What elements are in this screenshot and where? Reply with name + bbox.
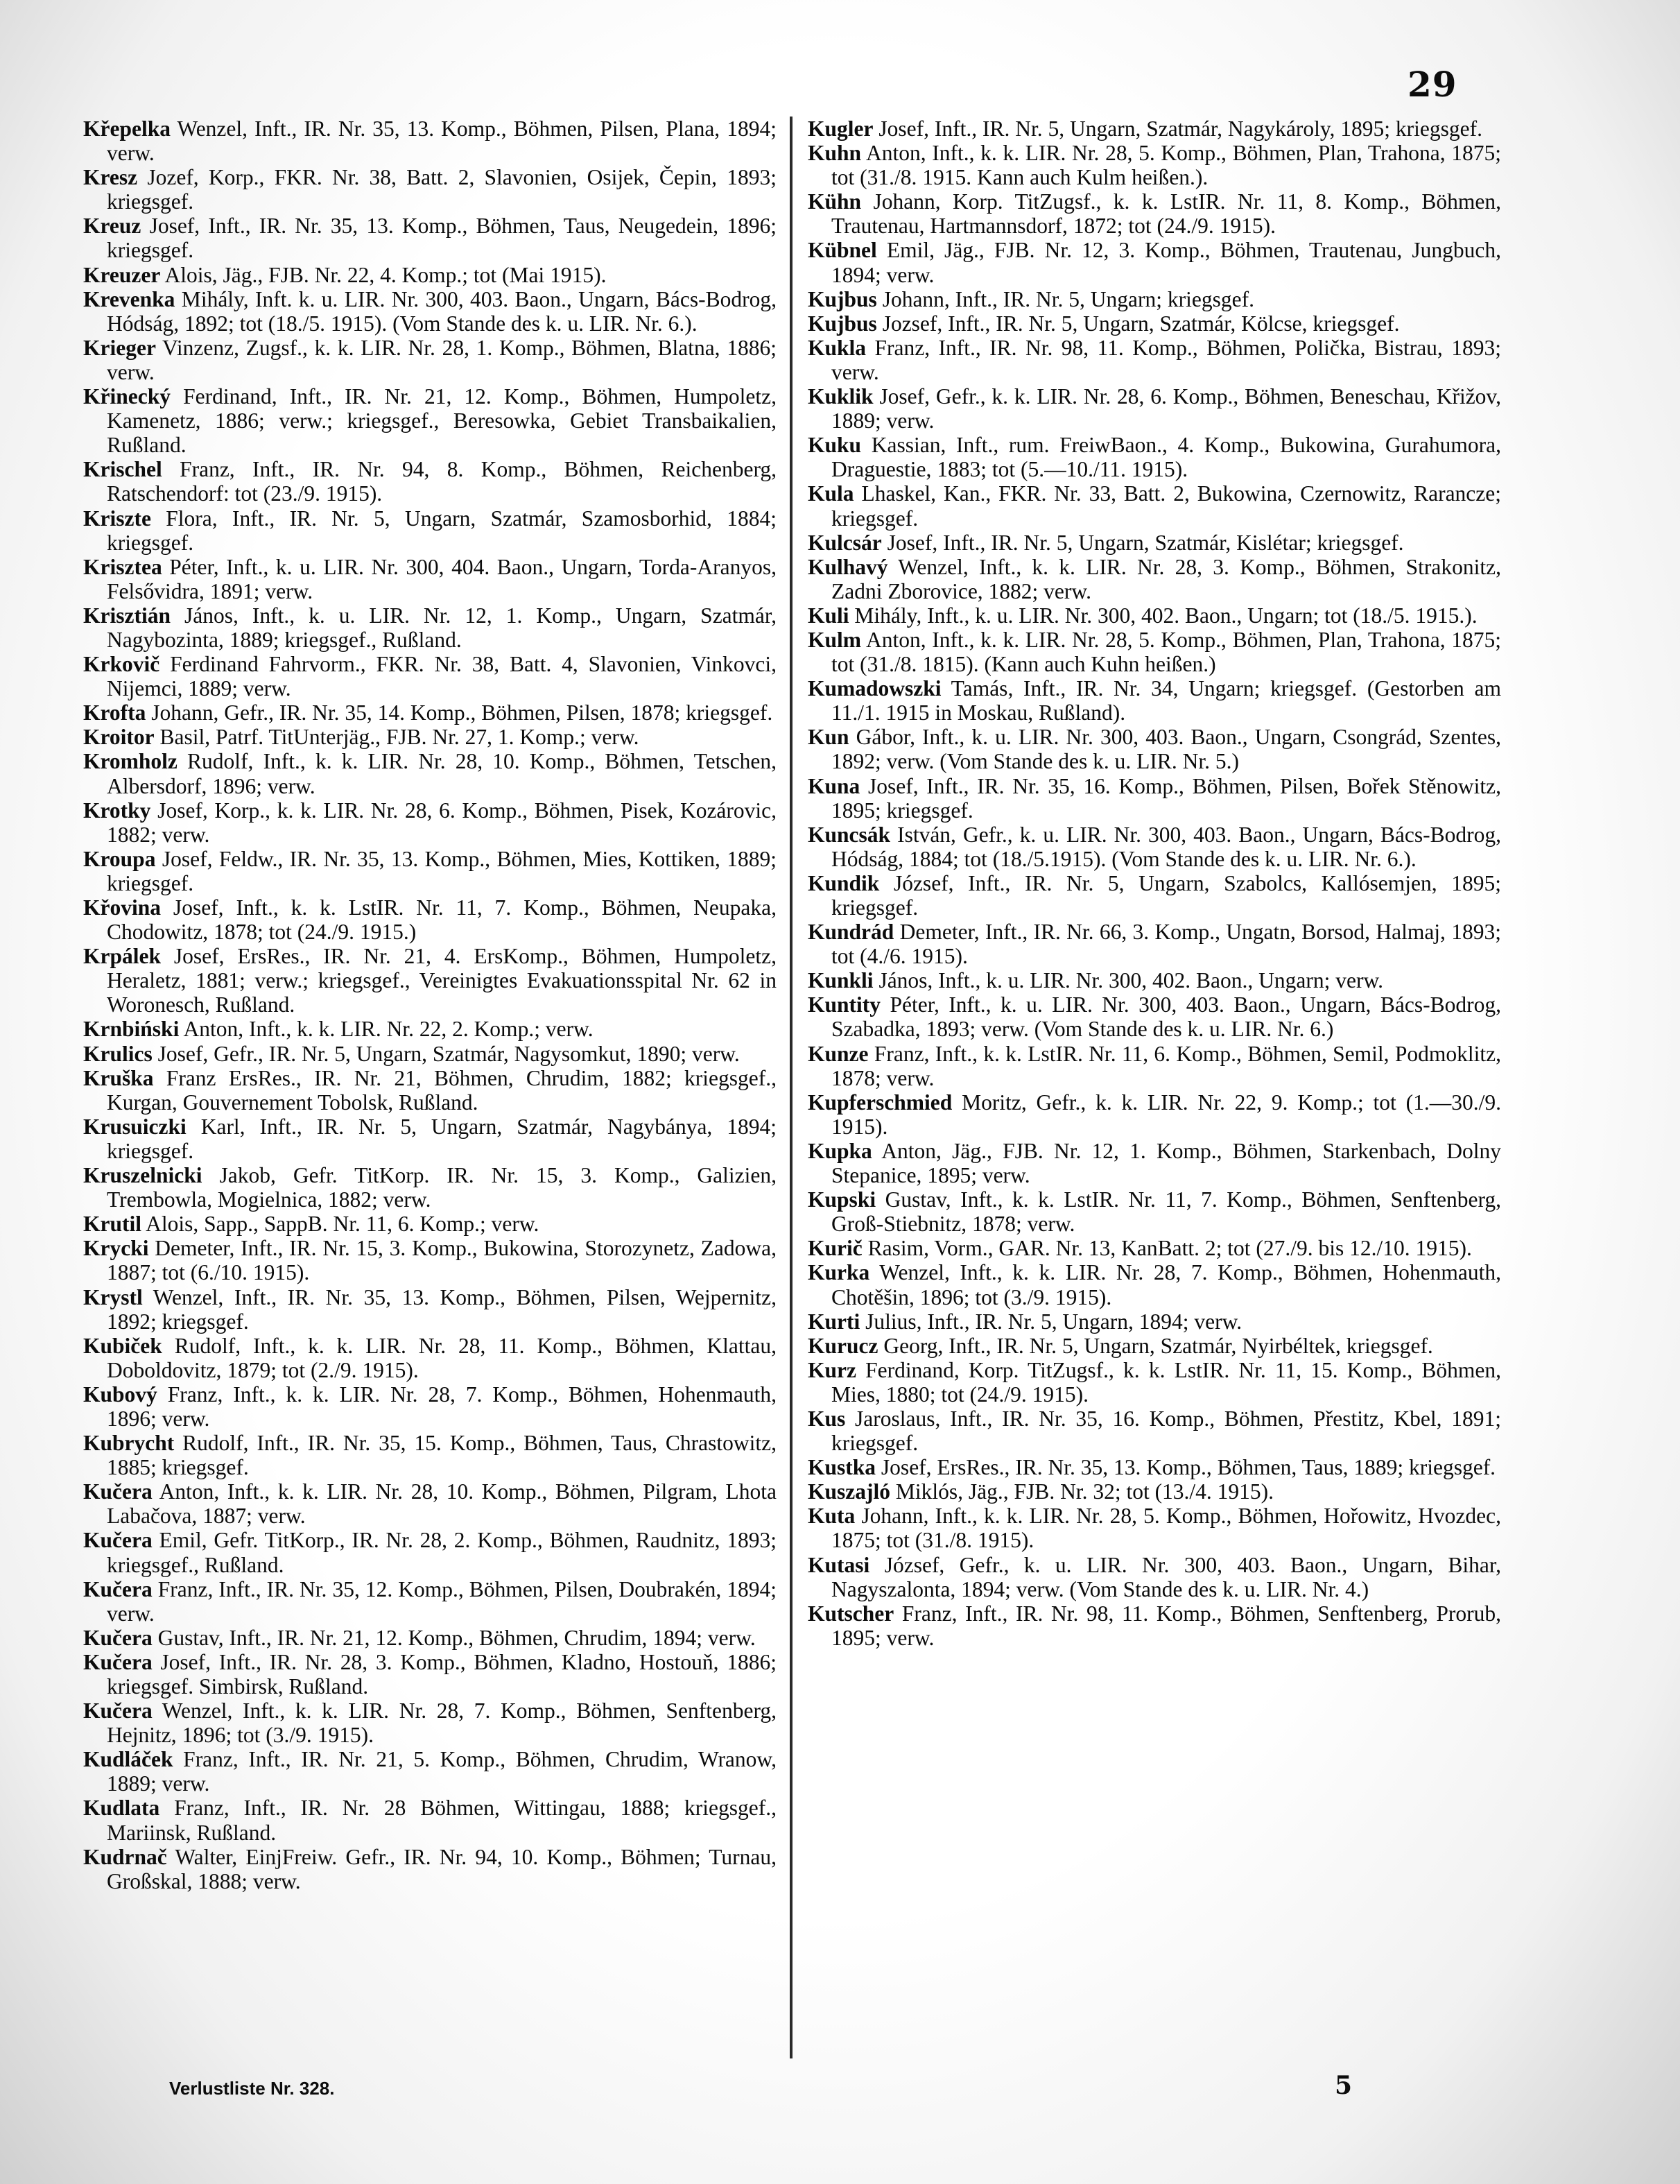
entry-surname: Krisztea (83, 554, 162, 579)
list-entry (83, 214, 777, 262)
list-entry (808, 1309, 1501, 1334)
entry-surname: Kukla (808, 335, 867, 360)
entry-surname: Krnbiński (83, 1017, 180, 1042)
entry-surname: Kriszte (83, 506, 151, 531)
entry-details: Georg, Inft., IR. Nr. 5, Ungarn, Szatmár, Nyirbéltek, kriegsgef. (878, 1333, 1433, 1358)
list-entry (808, 1090, 1501, 1139)
list-entry (808, 1334, 1501, 1358)
entry-surname: Krofta (83, 700, 146, 725)
entry-surname: Kreuzer (83, 262, 161, 287)
list-entry (83, 1017, 777, 1041)
entry-surname: Kruška (83, 1065, 154, 1090)
entry-surname: Kuli (808, 603, 849, 628)
entry-details: Josef, ErsRes., IR. Nr. 21, 4. ErsKomp., Böhmen, Humpoletz, Heraletz, 1881; verw.; kriegsgef., Vereinigtes Evakuationsspital Nr. 62 in Woronesch, Rußland. (107, 944, 777, 1017)
entry-surname: Krutil (83, 1212, 141, 1237)
entry-surname: Krystl (83, 1284, 143, 1309)
entry-surname: Křepelka (83, 117, 171, 141)
entry-surname: Krulics (83, 1041, 153, 1066)
entry-details: Julius, Inft., IR. Nr. 5, Ungarn, 1894; verw. (860, 1309, 1242, 1334)
list-entry (83, 1042, 777, 1066)
entry-surname: Krevenka (83, 286, 175, 311)
entry-details: Wenzel, Inft., k. k. LIR. Nr. 28, 7. Komp., Böhmen, Hohenmauth, Chotěšin, 1896; tot (3./9. 1915). (831, 1260, 1501, 1309)
list-entry (83, 336, 777, 384)
entry-details: János, Inft., k. u. LIR. Nr. 300, 402. Baon., Ungarn; verw. (873, 968, 1384, 993)
entry-surname: Kurucz (808, 1333, 878, 1358)
list-entry (83, 457, 777, 506)
entry-surname: Kula (808, 481, 854, 506)
list-entry (808, 1187, 1501, 1236)
list-entry (808, 774, 1501, 823)
entry-details: Josef, ErsRes., IR. Nr. 35, 13. Komp., Böhmen, Taus, 1889; kriegsgef. (876, 1455, 1496, 1480)
entry-details: Johann, Inft., IR. Nr. 5, Ungarn; kriegsgef. (876, 286, 1254, 311)
entry-details: Mihály, Inft. k. u. LIR. Nr. 300, 403. Baon., Ungarn, Bács-Bodrog, Hódság, 1892; tot (18./5. 1915). (Vom Stande des k. u. LIR. Nr. 6.). (107, 286, 777, 336)
list-entry (83, 798, 777, 847)
entry-surname: Kudlata (83, 1796, 160, 1821)
entry-details: József, Gefr., k. u. LIR. Nr. 300, 403. Baon., Ungarn, Bihar, Nagyszalonta, 1894; verw. (Vom Stande des k. u. LIR. Nr. 4.) (831, 1552, 1501, 1601)
entry-details: János, Inft., k. u. LIR. Nr. 12, 1. Komp., Ungarn, Szatmár, Nagybozinta, 1889; kriegsgef., Rußland. (107, 603, 777, 652)
entry-details: Kassian, Inft., rum. FreiwBaon., 4. Komp., Bukowina, Gurahumora, Draguestie, 1883; tot (5.—10./11. 1915). (831, 433, 1501, 482)
list-entry (808, 1260, 1501, 1309)
entry-details: Emil, Jäg., FJB. Nr. 12, 3. Komp., Böhmen, Trautenau, Jungbuch, 1894; verw. (831, 238, 1501, 287)
entry-details: Anton, Jäg., FJB. Nr. 12, 1. Komp., Böhmen, Starkenbach, Dolny Stepanice, 1895; verw. (831, 1138, 1501, 1188)
entry-surname: Kroupa (83, 846, 156, 871)
entry-surname: Kreuz (83, 214, 141, 239)
entry-surname: Krkovič (83, 652, 160, 677)
entry-surname: Kudrnač (83, 1844, 167, 1869)
entry-details: Jakob, Gefr. TitKorp. IR. Nr. 15, 3. Komp., Galizien, Trembowla, Mogielnica, 1882; verw. (107, 1163, 777, 1212)
entry-surname: Křovina (83, 895, 162, 920)
entry-surname: Kustka (808, 1455, 876, 1480)
entry-details: Anton, Inft., k. k. LIR. Nr. 28, 5. Komp., Böhmen, Plan, Trahona, 1875; tot (31./8. 1815). (Kann auch Kuhn heißen.) (831, 627, 1501, 677)
list-entry (83, 555, 777, 603)
entry-details: Anton, Inft., k. k. LIR. Nr. 28, 10. Komp., Böhmen, Pilgram, Lhota Labačova, 1887; verw. (107, 1479, 777, 1529)
entry-surname: Kulm (808, 627, 862, 652)
entry-details: Péter, Inft., k. u. LIR. Nr. 300, 404. Baon., Ungarn, Torda-Aranyos, Felsővidra, 1891; verw. (107, 554, 777, 603)
entry-details: Péter, Inft., k. u. LIR. Nr. 300, 403. Baon., Ungarn, Bács-Bodrog, Szabadka, 1893; verw. (Vom Stande des k. u. LIR. Nr. 6.) (831, 992, 1501, 1042)
list-entry (83, 1431, 777, 1479)
entry-surname: Kuku (808, 433, 862, 458)
list-entry (83, 1577, 777, 1626)
entry-surname: Kunkli (808, 968, 874, 993)
entry-details: Josef, Inft., k. k. LstIR. Nr. 11, 7. Komp., Böhmen, Neupaka, Chodowitz, 1878; tot (24./9. 1915.) (107, 895, 777, 945)
entry-surname: Kulhavý (808, 554, 888, 579)
entry-surname: Kujbus (808, 311, 877, 336)
entry-surname: Kučera (83, 1528, 153, 1553)
entry-details: Franz, Inft., k. k. LIR. Nr. 28, 7. Komp., Böhmen, Hohenmauth, 1896; verw. (107, 1382, 777, 1431)
list-entry (808, 628, 1501, 676)
list-entry (83, 287, 777, 336)
right-column (808, 117, 1501, 1650)
entry-details: Karl, Inft., IR. Nr. 5, Ungarn, Szatmár, Nagybánya, 1894; kriegsgef. (107, 1114, 777, 1163)
list-entry (808, 287, 1501, 311)
entry-details: Alois, Sapp., SappB. Nr. 11, 6. Komp.; verw. (141, 1212, 539, 1237)
column-divider (790, 117, 793, 2058)
list-entry (83, 165, 777, 214)
list-entry (83, 384, 777, 457)
entry-details: Gustav, Inft., IR. Nr. 21, 12. Komp., Böhmen, Chrudim, 1894; verw. (152, 1625, 756, 1650)
entry-surname: Krycki (83, 1236, 149, 1261)
entry-surname: Kubrycht (83, 1431, 175, 1456)
page-number: 29 (1408, 64, 1457, 105)
list-entry (808, 1455, 1501, 1479)
list-entry (83, 700, 777, 725)
list-entry (83, 1479, 777, 1528)
entry-details: Josef, Inft., IR. Nr. 5, Ungarn, Szatmár, Nagykároly, 1895; kriegsgef. (873, 117, 1482, 141)
list-entry (808, 676, 1501, 725)
entry-details: Franz, Inft., k. k. LstIR. Nr. 11, 6. Komp., Böhmen, Semil, Podmoklitz, 1878; verw. (831, 1041, 1501, 1090)
list-entry (808, 555, 1501, 603)
entry-details: Josef, Gefr., k. k. LIR. Nr. 28, 6. Komp., Böhmen, Beneschau, Křižov, 1889; verw. (831, 384, 1501, 433)
list-entry (83, 652, 777, 700)
entry-details: Johann, Inft., k. k. LIR. Nr. 28, 5. Komp., Böhmen, Hořowitz, Hvozdec, 1875; tot (31./8. 1915). (831, 1504, 1501, 1553)
entry-details: Demeter, Inft., IR. Nr. 15, 3. Komp., Bukowina, Storozynetz, Zadowa, 1887; tot (6./10. 1915). (107, 1236, 777, 1285)
list-entry (808, 336, 1501, 384)
list-entry (808, 141, 1501, 189)
list-entry (808, 1479, 1501, 1504)
entry-details: Gábor, Inft., k. u. LIR. Nr. 300, 403. Baon., Ungarn, Csongrád, Szentes, 1892; verw. (Vom Stande des k. u. LIR. Nr. 5.) (831, 725, 1501, 774)
entry-surname: Kugler (808, 117, 874, 141)
list-entry (83, 1334, 777, 1382)
entry-details: Franz, Inft., IR. Nr. 21, 5. Komp., Böhmen, Chrudim, Wranow, 1889; verw. (107, 1747, 777, 1796)
entry-surname: Krusuiczki (83, 1114, 187, 1139)
list-entry (83, 1626, 777, 1650)
entry-details: Demeter, Inft., IR. Nr. 66, 3. Komp., Ungatn, Borsod, Halmaj, 1893; tot (4./6. 1915). (831, 920, 1501, 969)
list-entry (83, 1212, 777, 1236)
entry-details: Wenzel, Inft., k. k. LIR. Nr. 28, 3. Komp., Böhmen, Strakonitz, Zadni Zborovice, 1882; verw. (831, 554, 1501, 603)
list-entry (83, 1845, 777, 1893)
entry-surname: Kübnel (808, 238, 877, 263)
entry-surname: Kutscher (808, 1601, 894, 1626)
list-entry (808, 1601, 1501, 1650)
entry-surname: Kupka (808, 1138, 872, 1163)
entry-details: Johann, Korp. TitZugsf., k. k. LstIR. Nr. 11, 8. Komp., Böhmen, Trautenau, Hartmannsdorf, 1872; tot (24./9. 1915). (831, 189, 1501, 239)
list-entry (83, 1650, 777, 1699)
entry-details: Rudolf, Inft., k. k. LIR. Nr. 28, 10. Komp., Böhmen, Tetschen, Albersdorf, 1896; verw. (107, 749, 777, 798)
list-entry (83, 895, 777, 944)
list-entry (808, 1236, 1501, 1260)
footer-signature-mark: 5 (1335, 2071, 1353, 2100)
list-entry (808, 189, 1501, 238)
list-entry (808, 1358, 1501, 1407)
list-entry (83, 1747, 777, 1796)
list-entry (83, 749, 777, 798)
list-entry (808, 1553, 1501, 1601)
entry-surname: Krotky (83, 798, 151, 823)
list-entry (808, 1042, 1501, 1090)
entry-surname: Kromholz (83, 749, 177, 774)
entry-details: Franz ErsRes., IR. Nr. 21, Böhmen, Chrudim, 1882; kriegsgef., Kurgan, Gouvernement Tobolsk, Rußland. (107, 1065, 777, 1115)
entry-surname: Kujbus (808, 286, 877, 311)
list-entry (808, 433, 1501, 481)
entry-details: Rudolf, Inft., k. k. LIR. Nr. 28, 11. Komp., Böhmen, Klattau, Doboldovitz, 1879; tot (2./9. 1915). (107, 1333, 777, 1382)
entry-details: Alois, Jäg., FJB. Nr. 22, 4. Komp.; tot (Mai 1915). (160, 262, 607, 287)
entry-details: Mihály, Inft., k. u. LIR. Nr. 300, 402. Baon., Ungarn; tot (18./5. 1915.). (849, 603, 1478, 628)
entry-details: Franz, Inft., IR. Nr. 98, 11. Komp., Böhmen, Senftenberg, Prorub, 1895; verw. (831, 1601, 1501, 1650)
entry-surname: Kučera (83, 1625, 153, 1650)
list-entry (808, 1504, 1501, 1552)
entry-surname: Kupski (808, 1187, 876, 1212)
list-entry (808, 384, 1501, 433)
entry-details: Ferdinand, Korp. TitZugsf., k. k. LstIR. Nr. 11, 15. Komp., Böhmen, Mies, 1880; tot (24./9. 1915). (831, 1357, 1501, 1407)
list-entry (808, 1407, 1501, 1455)
entry-details: Jozsef, Inft., IR. Nr. 5, Ungarn, Szatmár, Kölcse, kriegsgef. (876, 311, 1400, 336)
entry-details: Josef, Inft., IR. Nr. 28, 3. Komp., Böhmen, Kladno, Hostouň, 1886; kriegsgef. Simbirsk, Rußland. (107, 1649, 777, 1699)
entry-surname: Kučera (83, 1649, 153, 1674)
entry-surname: Kunze (808, 1041, 869, 1066)
entry-surname: Kurič (808, 1236, 863, 1261)
entry-surname: Kuna (808, 773, 860, 798)
list-entry (83, 1382, 777, 1431)
entry-surname: Kurka (808, 1260, 870, 1285)
entry-surname: Kupferschmied (808, 1090, 953, 1115)
entry-surname: Kurz (808, 1357, 856, 1382)
list-entry (83, 1236, 777, 1284)
list-entry (808, 603, 1501, 628)
entry-details: Anton, Inft., k. k. LIR. Nr. 28, 5. Komp., Böhmen, Plan, Trahona, 1875; tot (31./8. 1915. Kann auch Kulm heißen.). (831, 141, 1501, 190)
list-entry (808, 481, 1501, 530)
entry-details: Ferdinand, Inft., IR. Nr. 21, 12. Komp., Böhmen, Humpoletz, Kamenetz, 1886; verw.; kriegsgef., Beresowka, Gebiet Transbaikalien, Rußland. (107, 384, 777, 458)
list-entry (808, 920, 1501, 968)
entry-details: Josef, Korp., k. k. LIR. Nr. 28, 6. Komp., Böhmen, Pisek, Kozárovic, 1882; verw. (107, 798, 777, 847)
entry-surname: Krisztián (83, 603, 171, 628)
entry-surname: Kučera (83, 1699, 153, 1723)
entry-surname: Kuntity (808, 992, 881, 1017)
list-entry (83, 1796, 777, 1844)
entry-details: Wenzel, Inft., IR. Nr. 35, 13. Komp., Böhmen, Pilsen, Wejpernitz, 1892; kriegsgef. (107, 1284, 777, 1334)
entry-details: Lhaskel, Kan., FKR. Nr. 33, Batt. 2, Bukowina, Czernowitz, Rarancze; kriegsgef. (831, 481, 1501, 531)
list-entry (808, 725, 1501, 773)
entry-details: Jozef, Korp., FKR. Nr. 38, Batt. 2, Slavonien, Osijek, Čepin, 1893; kriegsgef. (107, 165, 777, 214)
entry-details: Anton, Inft., k. k. LIR. Nr. 22, 2. Komp.; verw. (179, 1017, 594, 1042)
list-entry (83, 1285, 777, 1334)
entry-surname: Kuklik (808, 384, 874, 409)
list-entry (83, 1699, 777, 1747)
list-entry (808, 117, 1501, 141)
entry-surname: Kutasi (808, 1552, 870, 1577)
entry-details: Ferdinand Fahrvorm., FKR. Nr. 38, Batt. 4, Slavonien, Vinkovci, Nijemci, 1889; verw. (107, 652, 777, 701)
entry-details: Franz, Inft., IR. Nr. 98, 11. Komp., Böhmen, Polička, Bistrau, 1893; verw. (831, 335, 1501, 384)
entry-surname: Kun (808, 725, 849, 750)
entry-details: Miklós, Jäg., FJB. Nr. 32; tot (13./4. 1915). (890, 1479, 1274, 1504)
list-entry (83, 1528, 777, 1576)
footer-list-label: Verlustliste Nr. 328. (169, 2078, 335, 2099)
list-entry (83, 263, 777, 287)
entry-surname: Kuta (808, 1504, 856, 1529)
list-entry (83, 506, 777, 555)
list-entry (83, 1066, 777, 1115)
entry-details: Josef, Inft., IR. Nr. 5, Ungarn, Szatmár, Kislétar; kriegsgef. (881, 530, 1404, 555)
list-entry (83, 944, 777, 1017)
entry-surname: Krischel (83, 457, 162, 482)
entry-details: Franz, Inft., IR. Nr. 28 Böhmen, Wittingau, 1888; kriegsgef., Mariinsk, Rußland. (107, 1796, 777, 1845)
list-entry (808, 992, 1501, 1041)
entry-surname: Kuncsák (808, 822, 891, 847)
entry-details: Flora, Inft., IR. Nr. 5, Ungarn, Szatmár, Szamosborhid, 1884; kriegsgef. (107, 506, 777, 555)
list-entry (808, 823, 1501, 871)
entry-details: Franz, Inft., IR. Nr. 35, 12. Komp., Böhmen, Pilsen, Doubrakén, 1894; verw. (107, 1576, 777, 1626)
list-entry (83, 603, 777, 652)
entry-surname: Kuhn (808, 141, 862, 166)
entry-surname: Kumadowszki (808, 676, 942, 701)
entry-details: Gustav, Inft., k. k. LstIR. Nr. 11, 7. Komp., Böhmen, Senftenberg, Groß-Stiebnitz, 1878; verw. (831, 1187, 1501, 1237)
entry-details: Rudolf, Inft., IR. Nr. 35, 15. Komp., Böhmen, Taus, Chrastowitz, 1885; kriegsgef. (107, 1431, 777, 1480)
left-column (83, 117, 777, 1893)
entry-surname: Kučera (83, 1479, 153, 1504)
entry-details: József, Inft., IR. Nr. 5, Ungarn, Szabolcs, Kallósemjen, 1895; kriegsgef. (831, 870, 1501, 920)
entry-details: Wenzel, Inft., k. k. LIR. Nr. 28, 7. Komp., Böhmen, Senftenberg, Hejnitz, 1896; tot (3./9. 1915). (107, 1699, 777, 1748)
entry-surname: Kühn (808, 189, 862, 214)
list-entry (83, 1163, 777, 1212)
list-entry (808, 871, 1501, 920)
entry-surname: Kundrád (808, 920, 894, 945)
entry-surname: Kurti (808, 1309, 860, 1334)
list-entry (808, 238, 1501, 286)
entry-details: Josef, Inft., IR. Nr. 35, 16. Komp., Böhmen, Pilsen, Bořek Stěnowitz, 1895; kriegsgef. (831, 773, 1501, 823)
entry-surname: Kudláček (83, 1747, 173, 1772)
entry-details: Johann, Gefr., IR. Nr. 35, 14. Komp., Böhmen, Pilsen, 1878; kriegsgef. (146, 700, 773, 725)
list-entry (83, 117, 777, 165)
entry-details: István, Gefr., k. u. LIR. Nr. 300, 403. Baon., Ungarn, Bács-Bodrog, Hódság, 1884; tot (18./5.1915). (Vom Stande des k. u. LIR. Nr. 6.). (831, 822, 1501, 871)
entry-surname: Křinecký (83, 384, 171, 409)
list-entry (808, 531, 1501, 555)
entry-details: Jaroslaus, Inft., IR. Nr. 35, 16. Komp., Böhmen, Přestitz, Kbel, 1891; kriegsgef. (831, 1406, 1501, 1456)
entry-surname: Kruszelnicki (83, 1163, 202, 1188)
entry-details: Basil, Patrf. TitUnterjäg., FJB. Nr. 27, 1. Komp.; verw. (154, 725, 639, 750)
entry-surname: Kus (808, 1406, 846, 1431)
list-entry (83, 725, 777, 749)
entry-surname: Kulcsár (808, 530, 882, 555)
list-entry (808, 968, 1501, 992)
entry-surname: Kresz (83, 165, 138, 190)
entry-details: Wenzel, Inft., IR. Nr. 35, 13. Komp., Böhmen, Pilsen, Plana, 1894; verw. (107, 117, 777, 166)
entry-details: Emil, Gefr. TitKorp., IR. Nr. 28, 2. Komp., Böhmen, Raudnitz, 1893; kriegsgef., Rußland. (107, 1528, 777, 1577)
entry-details: Vinzenz, Zugsf., k. k. LIR. Nr. 28, 1. Komp., Böhmen, Blatna, 1886; verw. (107, 335, 777, 384)
entry-surname: Krieger (83, 335, 156, 360)
entry-surname: Kundik (808, 870, 880, 895)
entry-details: Josef, Gefr., IR. Nr. 5, Ungarn, Szatmár, Nagysomkut, 1890; verw. (152, 1041, 740, 1066)
entry-details: Josef, Feldw., IR. Nr. 35, 13. Komp., Böhmen, Mies, Kottiken, 1889; kriegsgef. (107, 846, 777, 895)
entry-details: Moritz, Gefr., k. k. LIR. Nr. 22, 9. Komp.; tot (1.—30./9. 1915). (831, 1090, 1501, 1139)
entry-surname: Kuszajló (808, 1479, 891, 1504)
entry-details: Rasim, Vorm., GAR. Nr. 13, KanBatt. 2; tot (27./9. bis 12./10. 1915). (862, 1236, 1472, 1261)
list-entry (83, 1115, 777, 1163)
entry-surname: Krpálek (83, 944, 162, 969)
list-entry (808, 311, 1501, 336)
list-entry (83, 847, 777, 895)
entry-surname: Kubový (83, 1382, 157, 1407)
entry-surname: Kroitor (83, 725, 155, 750)
entry-surname: Kubiček (83, 1333, 162, 1358)
entry-details: Josef, Inft., IR. Nr. 35, 13. Komp., Böhmen, Taus, Neugedein, 1896; kriegsgef. (107, 214, 777, 263)
list-entry (808, 1139, 1501, 1187)
entry-details: Tamás, Inft., IR. Nr. 34, Ungarn; kriegsgef. (Gestorben am 11./1. 1915 in Moskau, Rußland). (831, 676, 1501, 725)
entry-details: Franz, Inft., IR. Nr. 94, 8. Komp., Böhmen, Reichenberg, Ratschendorf: tot (23./9. 1915). (107, 457, 777, 506)
entry-details: Walter, EinjFreiw. Gefr., IR. Nr. 94, 10. Komp., Böhmen; Turnau, Großskal, 1888; verw. (107, 1844, 777, 1893)
entry-surname: Kučera (83, 1576, 153, 1601)
